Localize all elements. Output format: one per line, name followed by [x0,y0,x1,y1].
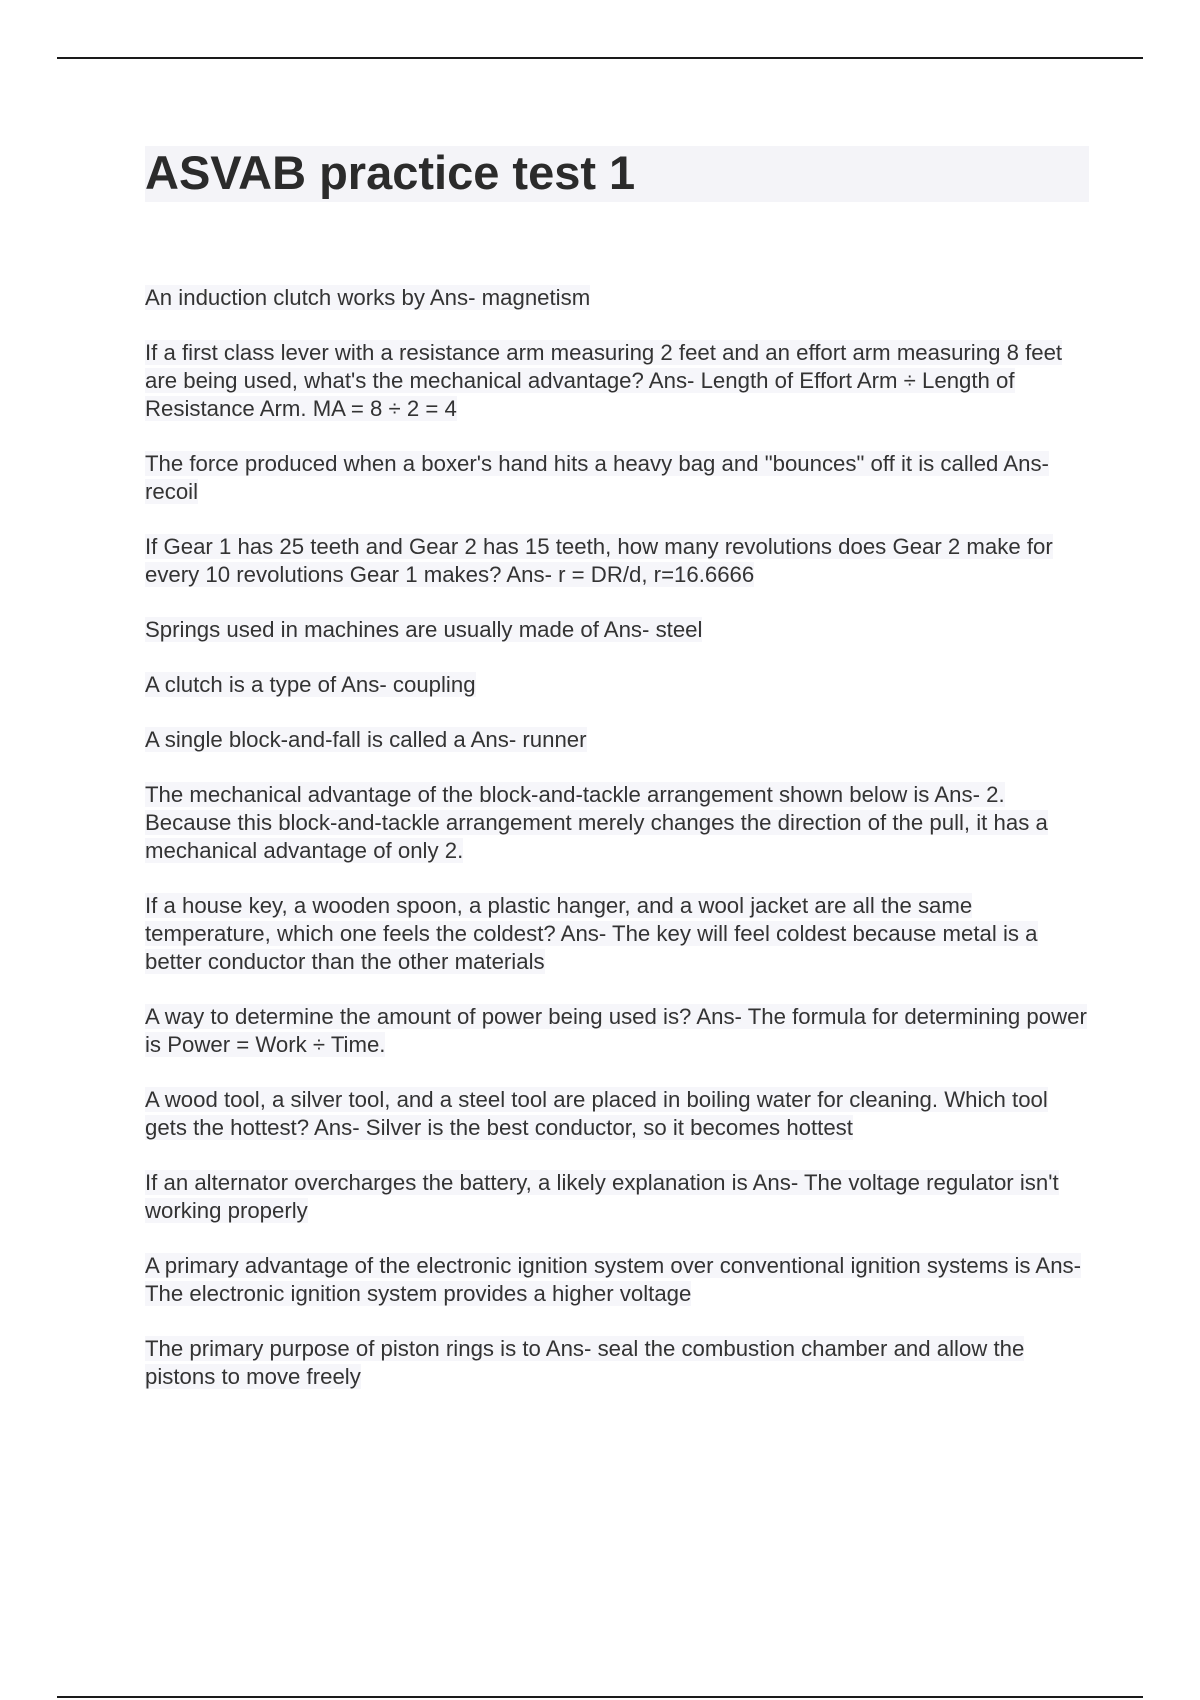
qa-text: A single block-and-fall is called a Ans- runner [145,727,587,752]
qa-text: The primary purpose of piston rings is to Ans- seal the combustion chamber and allow the pistons to move freely [145,1336,1025,1389]
qa-text: A primary advantage of the electronic ignition system over conventional ignition systems is Ans- The electronic ignition system provides a higher voltage [145,1253,1082,1306]
qa-text: If a first class lever with a resistance arm measuring 2 feet and an effort arm measuring 8 feet are being used, what's the mechanical advantage? Ans- Length of Effort Arm ÷ Length of Resistance Arm. MA = 8 ÷ 2 = 4 [145,340,1063,421]
qa-item-12 [145,1169,1095,1225]
qa-item-11 [145,1086,1095,1142]
qa-text: The force produced when a boxer's hand hits a heavy bag and "bounces" off it is called Ans- recoil [145,451,1049,504]
qa-item-7 [145,726,1095,754]
qa-item-9 [145,892,1095,976]
qa-item-2 [145,339,1095,423]
qa-item-1 [145,284,1095,312]
qa-text: A wood tool, a silver tool, and a steel tool are placed in boiling water for cleaning. Which tool gets the hottest? Ans- Silver is the best conductor, so it becomes hottest [145,1087,1048,1140]
bottom-divider [57,1696,1143,1698]
qa-item-13 [145,1252,1095,1308]
qa-text: An induction clutch works by Ans- magnetism [145,285,591,310]
qa-item-8 [145,781,1095,865]
question-answer-list [145,284,1095,1418]
qa-text: If an alternator overcharges the battery, a likely explanation is Ans- The voltage regulator isn't working properly [145,1170,1059,1223]
qa-item-14 [145,1335,1095,1391]
qa-item-3 [145,450,1095,506]
top-divider [57,57,1143,59]
qa-text: If Gear 1 has 25 teeth and Gear 2 has 15 teeth, how many revolutions does Gear 2 make for every 10 revolutions Gear 1 makes? Ans- r = DR/d, r=16.6666 [145,534,1053,587]
document-title: ASVAB practice test 1 [145,146,636,199]
qa-text: A way to determine the amount of power being used is? Ans- The formula for determining power is Power = Work ÷ Time. [145,1004,1087,1057]
qa-text: The mechanical advantage of the block-and-tackle arrangement shown below is Ans- 2. Because this block-and-tackle arrangement merely changes the direction of the pull, it has a mechanical advantage of only 2. [145,782,1048,863]
qa-item-6 [145,671,1095,699]
qa-item-5 [145,616,1095,644]
qa-item-4 [145,533,1095,589]
qa-item-10 [145,1003,1095,1059]
qa-text: Springs used in machines are usually made of Ans- steel [145,617,703,642]
qa-text: If a house key, a wooden spoon, a plastic hanger, and a wool jacket are all the same temperature, which one feels the coldest? Ans- The key will feel coldest because metal is a better conductor than the other materials [145,893,1038,974]
qa-text: A clutch is a type of Ans- coupling [145,672,476,697]
